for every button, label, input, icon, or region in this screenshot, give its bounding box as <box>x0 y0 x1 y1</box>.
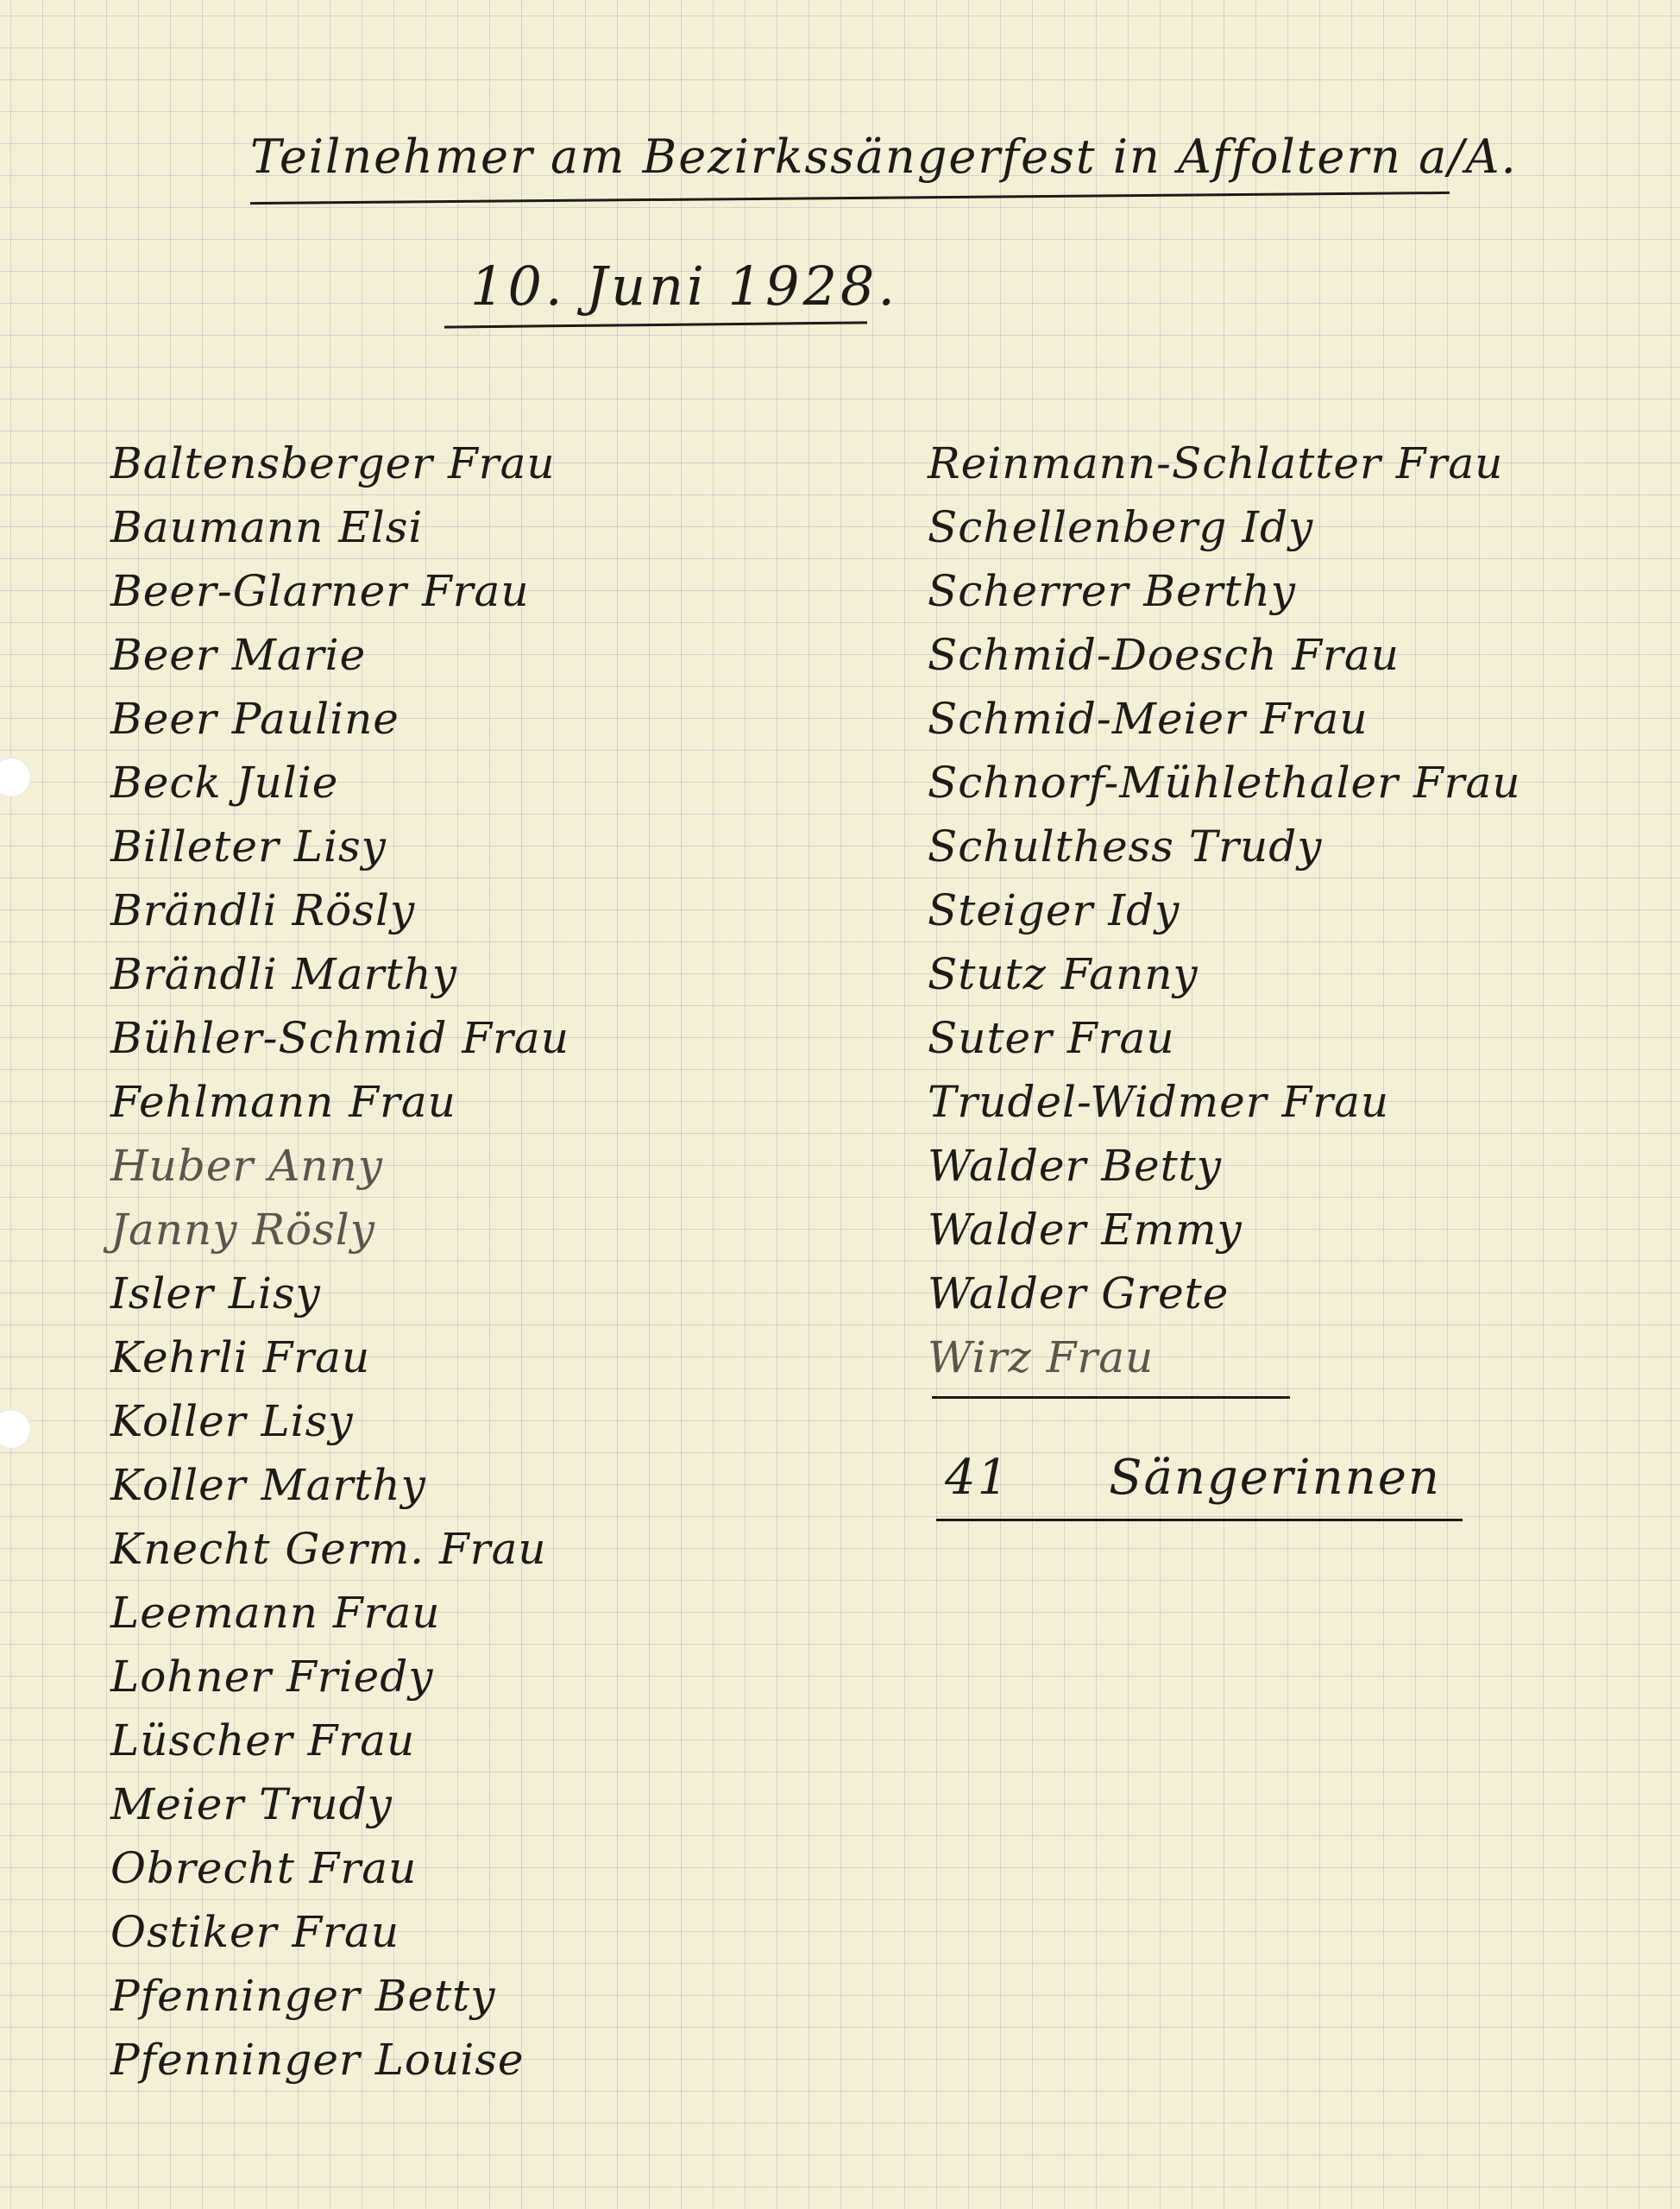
list-item: Beer-Glarner Frau <box>110 566 530 616</box>
list-item: Beer Marie <box>110 630 367 680</box>
list-item: Ostiker Frau <box>110 1907 400 1957</box>
list-item: Koller Marthy <box>110 1460 426 1510</box>
list-item: Koller Lisy <box>110 1396 354 1446</box>
list-item: Lüscher Frau <box>110 1715 416 1765</box>
list-item: Reinmann-Schlatter Frau <box>928 438 1504 488</box>
list-item: Pfenninger Louise <box>110 2035 525 2085</box>
list-item: Obrecht Frau <box>110 1843 418 1893</box>
list-item: Steiger Idy <box>928 885 1180 935</box>
list-item: Stutz Fanny <box>928 949 1199 999</box>
list-item: Wirz Frau <box>928 1332 1155 1382</box>
total-underline <box>936 1519 1463 1521</box>
list-item: Fehlmann Frau <box>110 1077 456 1127</box>
list-item: Walder Betty <box>928 1141 1223 1191</box>
list-item: Huber Anny <box>110 1141 383 1191</box>
participant-list-right <box>928 431 1521 1389</box>
list-item: Leemann Frau <box>110 1588 441 1638</box>
list-item: Beck Julie <box>110 758 339 808</box>
list-item: Bühler-Schmid Frau <box>110 1013 569 1063</box>
title-underline <box>250 192 1450 205</box>
list-item: Schulthess Trudy <box>928 821 1323 872</box>
total-line <box>945 1450 1441 1506</box>
list-item: Suter Frau <box>928 1013 1175 1063</box>
list-item: Baumann Elsi <box>110 502 424 552</box>
document-date: 10. Juni 1928. <box>470 255 899 318</box>
list-item: Beer Pauline <box>110 694 400 744</box>
list-item: Scherrer Berthy <box>928 566 1297 616</box>
list-item: Trudel-Widmer Frau <box>928 1077 1390 1127</box>
list-item: Schmid-Doesch Frau <box>928 630 1400 680</box>
list-item: Billeter Lisy <box>110 821 387 872</box>
total-count: 41 <box>945 1450 1010 1506</box>
list-item: Lohner Friedy <box>110 1652 434 1702</box>
list-item: Meier Trudy <box>110 1779 393 1829</box>
date-underline <box>444 321 867 328</box>
punch-hole <box>0 1409 31 1449</box>
list-item: Knecht Germ. Frau <box>110 1524 547 1574</box>
list-item: Brändli Rösly <box>110 885 416 935</box>
document-title: Teilnehmer am Bezirkssängerfest in Affoltern a/A. <box>250 129 1518 184</box>
list-item: Isler Lisy <box>110 1268 321 1318</box>
total-label: Sängerinnen <box>1109 1450 1441 1506</box>
participant-list-left <box>110 431 569 2092</box>
sum-line <box>932 1396 1290 1399</box>
list-item: Brändli Marthy <box>110 949 457 999</box>
list-item: Janny Rösly <box>110 1205 376 1255</box>
list-item: Walder Emmy <box>928 1205 1243 1255</box>
list-item: Baltensberger Frau <box>110 438 556 488</box>
list-item: Schnorf-Mühlethaler Frau <box>928 758 1521 808</box>
punch-hole <box>0 758 31 797</box>
list-item: Walder Grete <box>928 1268 1230 1318</box>
list-item: Schmid-Meier Frau <box>928 694 1369 744</box>
list-item: Pfenninger Betty <box>110 1971 496 2021</box>
list-item: Kehrli Frau <box>110 1332 371 1382</box>
list-item: Schellenberg Idy <box>928 502 1314 552</box>
